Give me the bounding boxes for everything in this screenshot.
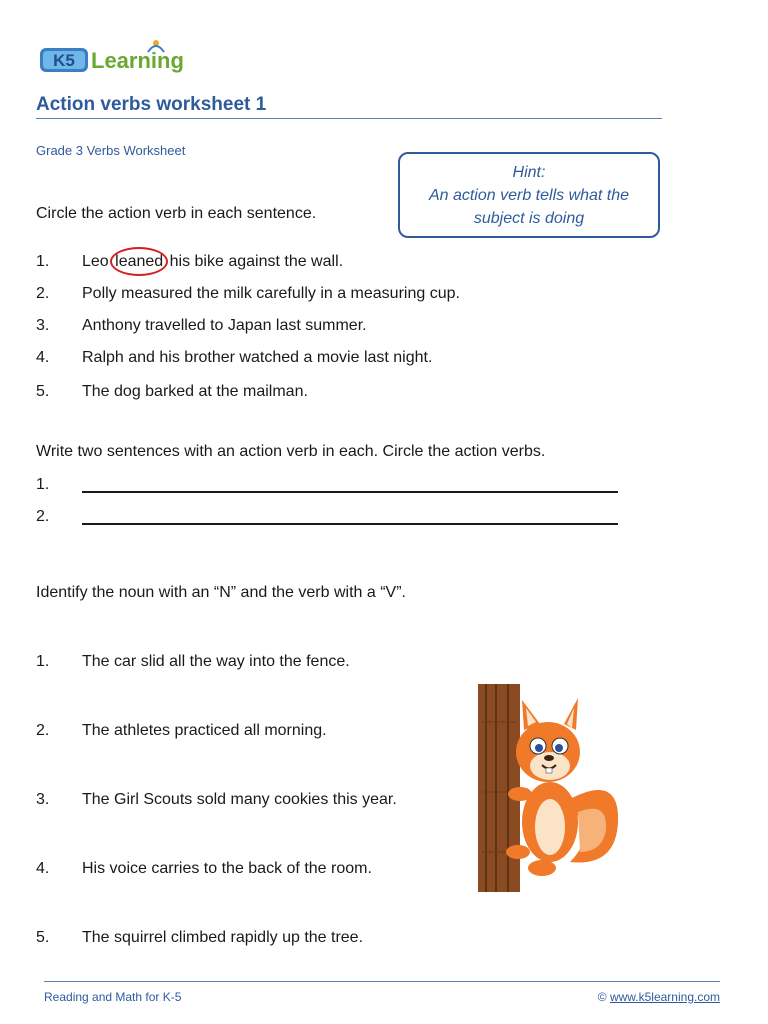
item-number: 2. [36,722,50,739]
svg-text:Learning: Learning [91,48,184,73]
item-number: 3. [36,317,50,334]
item-number: 3. [36,791,50,808]
page-title: Action verbs worksheet 1 [36,94,267,115]
title-divider [36,118,662,119]
section1-item-1 [36,253,343,271]
section3-instruction: Identify the noun with an “N” and the verb with a “V”. [36,584,406,601]
item-number: 4. [36,349,50,366]
section1-item-3 [36,317,367,335]
item-number: 1. [36,653,50,670]
item-text: The dog barked at the mailman. [82,383,308,400]
k5learning-link[interactable]: www.k5learning.com [609,990,720,1004]
item-text: Polly measured the milk carefully in a measuring cup. [82,285,460,302]
item-text: Anthony travelled to Japan last summer. [82,317,367,334]
hint-line-1: An action verb tells what the [428,187,630,204]
item-text: His voice carries to the back of the room. [82,860,372,877]
footer-tagline: Reading and Math for K-5 [44,990,182,1004]
section2-item-2 [36,508,82,526]
section3-item-1 [36,653,350,671]
item-text: The Girl Scouts sold many cookies this year. [82,791,397,808]
section1-item-5 [36,383,308,401]
answer-line-2[interactable] [82,523,618,525]
hint-line-2: subject is doing [473,210,585,227]
item-text-after: his bike against the wall. [165,253,344,270]
section3-item-3 [36,791,397,809]
item-number: 1. [36,476,50,493]
item-text: Ralph and his brother watched a movie last night. [82,349,433,366]
item-number: 1. [36,253,50,270]
item-number: 5. [36,929,50,946]
k5-learning-logo [38,38,208,78]
hint-label: Hint: [512,164,546,181]
section1-instruction: Circle the action verb in each sentence. [36,205,317,222]
answer-line-1[interactable] [82,491,618,493]
section3-item-2 [36,722,327,740]
svg-text:K5: K5 [53,51,75,70]
section1-item-4 [36,349,432,367]
section3-item-4 [36,860,372,878]
item-number: 5. [36,383,50,400]
item-text-before: Leo [82,253,114,270]
section1-item-2 [36,285,460,303]
copyright-symbol: © [597,990,607,1004]
section2-item-1 [36,476,82,494]
item-text: The squirrel climbed rapidly up the tree. [82,929,364,946]
footer-copyright [598,990,720,1004]
section3-item-5 [36,929,363,947]
item-number: 4. [36,860,50,877]
footer-divider [44,981,720,982]
section2-instruction: Write two sentences with an action verb in each. Circle the action verbs. [36,443,546,460]
subtitle: Grade 3 Verbs Worksheet [36,143,186,158]
squirrel-on-tree-illustration [470,682,630,894]
hint-box [398,152,660,238]
item-number: 2. [36,508,50,525]
item-text: The athletes practiced all morning. [82,722,327,739]
item-number: 2. [36,285,50,302]
item-text: The car slid all the way into the fence. [82,653,350,670]
circled-verb: leaned [115,253,164,270]
